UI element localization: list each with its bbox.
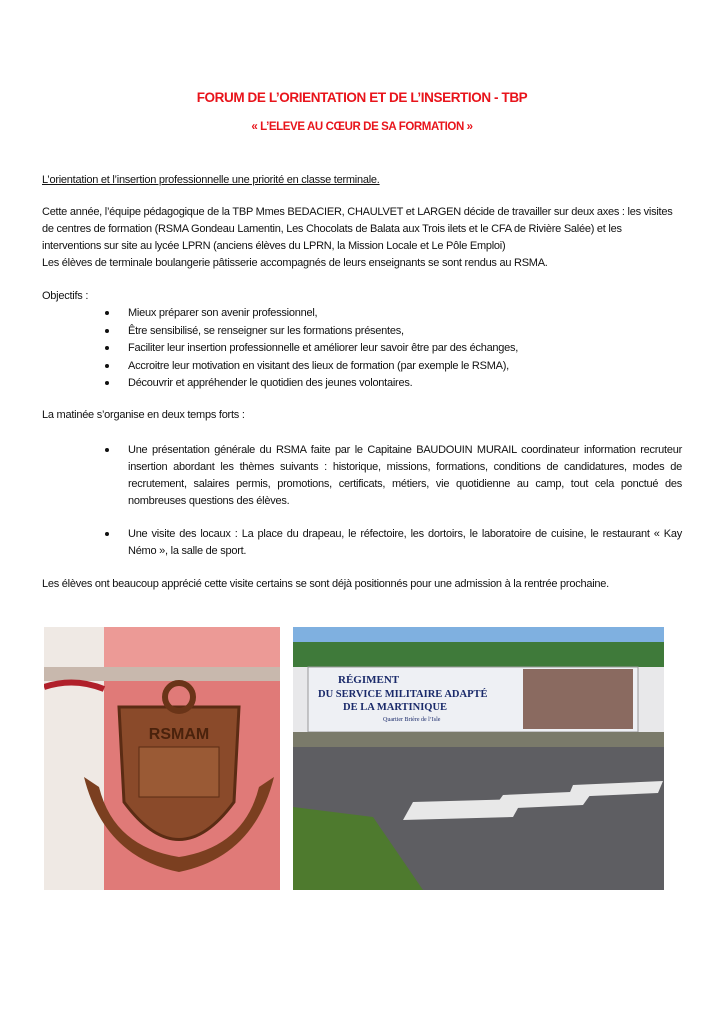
page-title: FORUM DE L’ORIENTATION ET DE L’INSERTION - TBP xyxy=(196,90,528,105)
intro-text: Cette année, l’équipe pédagogique de la TBP Mmes BEDACIER, CHAULVET et LARGEN décide de travailler sur deux axes : les visites de centres de formation (RSMA Gondeau Lamentin, Les Chocolats de Balata aux Trois ilets et le CFA de Rivière Salée) et les interventions sur site au lycée LPRN (anciens élèves du LPRN, la Mission Locale et Le Pôle Emploi) xyxy=(42,206,673,252)
list-item xyxy=(105,358,685,376)
bullet-icon xyxy=(105,532,109,536)
rsma-crest-photo xyxy=(44,627,280,890)
list-item-text: Faciliter leur insertion professionnelle et améliorer leur savoir être par des échanges, xyxy=(128,342,519,355)
bullet-icon xyxy=(105,311,109,315)
highlight-item xyxy=(105,526,682,560)
list-item xyxy=(105,305,685,323)
sign-text: DE LA MARTINIQUE xyxy=(343,702,448,713)
bullet-icon xyxy=(105,329,109,333)
list-item-text: Accroitre leur motivation en visitant des lieux de formation (par exemple le RSMA), xyxy=(128,359,509,372)
section-heading: L’orientation et l’insertion professionnelle une priorité en classe terminale. xyxy=(42,174,380,186)
list-item-text: Mieux préparer son avenir professionnel, xyxy=(128,307,318,319)
bullet-icon xyxy=(105,448,109,452)
morning-label: La matinée s’organise en deux temps forts : xyxy=(42,409,245,421)
closing-paragraph: Les élèves ont beaucoup apprécié cette visite certains se sont déjà positionnés pour une admission à la rentrée prochaine. xyxy=(42,578,609,590)
sign-text: DU SERVICE MILITAIRE ADAPTÉ xyxy=(318,689,488,700)
intro-text-2: Les élèves de terminale boulangerie pâtisserie accompagnés de leurs enseignants se sont rendus au RSMA. xyxy=(42,257,548,269)
list-item xyxy=(105,323,685,341)
highlight-text: Une présentation générale du RSMA faite par le Capitaine BAUDOUIN MURAIL coordinateur information recruteur insertion abordant les thèmes suivants : historique, missions, formations, conditions de candidatures, modes de recrutement, salaires permis, promotions, certificats, métiers, vie quotidienne au camp, tout cela ponctué des nombreuses questions des élèves. xyxy=(128,444,682,507)
sign-text: RÉGIMENT xyxy=(338,674,400,686)
list-item-text: Être sensibilisé, se renseigner sur les formations présentes, xyxy=(128,324,404,337)
bullet-icon xyxy=(105,346,109,350)
list-item xyxy=(105,375,685,393)
bullet-icon xyxy=(105,364,109,368)
highlight-item xyxy=(105,442,682,510)
intro-paragraph xyxy=(42,204,682,272)
crest-text: RSMAM xyxy=(148,726,210,743)
list-item xyxy=(105,340,685,358)
objectives-label: Objectifs : xyxy=(42,290,89,302)
page-subtitle: « L’ELEVE AU CŒUR DE SA FORMATION » xyxy=(251,121,473,133)
rsma-entrance-photo xyxy=(293,627,664,890)
list-item-text: Découvrir et appréhender le quotidien des jeunes volontaires. xyxy=(128,377,413,390)
bullet-icon xyxy=(105,381,109,385)
sign-text: Quartier Brière de l’Isle xyxy=(383,717,441,723)
objectives-list xyxy=(105,305,685,393)
highlight-text: Une visite des locaux : La place du drapeau, le réfectoire, les dortoirs, le laboratoire de cuisine, le restaurant « Kay Némo », la salle de sport. xyxy=(128,528,682,557)
